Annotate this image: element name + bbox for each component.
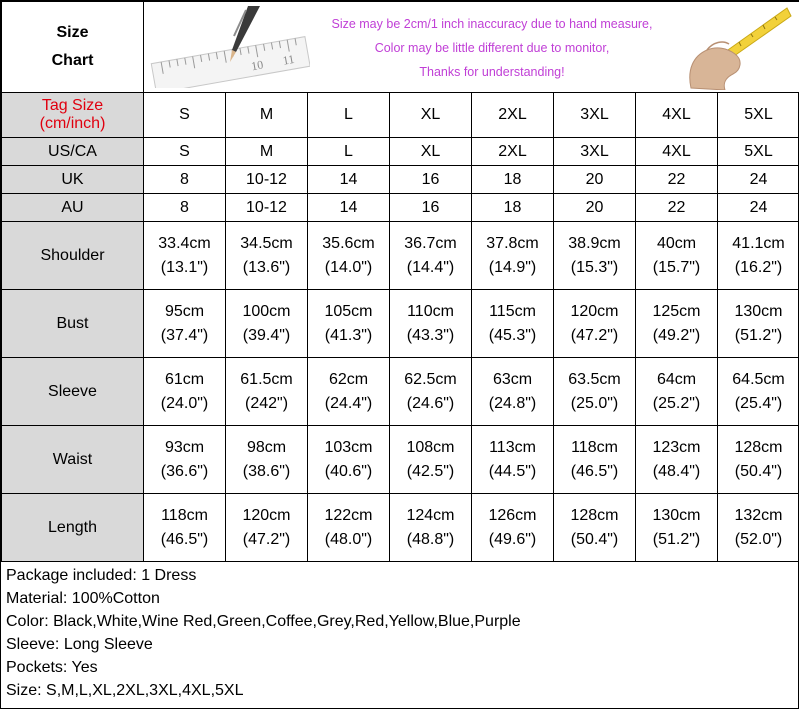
measurement-label: Shoulder bbox=[2, 222, 144, 290]
au-cell: 20 bbox=[554, 194, 636, 222]
tag-size-cell: L bbox=[308, 93, 390, 138]
measurement-cm: 63.5cm bbox=[568, 370, 621, 388]
measurement-inch: (36.6") bbox=[160, 462, 209, 480]
measurement-inch: (15.3") bbox=[570, 258, 619, 276]
tag-size-label bbox=[2, 93, 144, 138]
uk-cell: 16 bbox=[390, 166, 472, 194]
measurement-inch: (38.6") bbox=[242, 462, 291, 480]
measurement-cm: 36.7cm bbox=[404, 234, 457, 252]
us-ca-cell: 4XL bbox=[636, 138, 718, 166]
measurement-inch: (46.5") bbox=[160, 530, 209, 548]
measurement-row-sleeve bbox=[2, 358, 799, 426]
measurement-inch: (44.5") bbox=[488, 462, 537, 480]
chart-title bbox=[2, 2, 144, 93]
measurement-cm: 95cm bbox=[164, 302, 205, 320]
us-ca-cell: 5XL bbox=[718, 138, 799, 166]
au-row bbox=[2, 194, 799, 222]
measurement-inch: (24.4") bbox=[324, 394, 373, 412]
measurement-inch: (50.4") bbox=[570, 530, 619, 548]
uk-cell: 20 bbox=[554, 166, 636, 194]
notice-text bbox=[312, 12, 672, 84]
uk-row bbox=[2, 166, 799, 194]
measurement-row-length bbox=[2, 494, 799, 562]
uk-cell: 10-12 bbox=[226, 166, 308, 194]
tag-size-label-line-1: Tag Size bbox=[41, 97, 104, 114]
uk-cell: 22 bbox=[636, 166, 718, 194]
measurement-cell bbox=[636, 290, 718, 358]
measurement-cell bbox=[390, 290, 472, 358]
measurement-cm: 118cm bbox=[161, 506, 208, 524]
measurement-cell bbox=[144, 426, 226, 494]
us-ca-cell: 2XL bbox=[472, 138, 554, 166]
measurement-cell bbox=[390, 222, 472, 290]
uk-label: UK bbox=[2, 166, 144, 194]
measurement-cell bbox=[472, 290, 554, 358]
measurement-cell bbox=[636, 426, 718, 494]
measurement-inch: (14.0") bbox=[324, 258, 373, 276]
measurement-inch: (45.3") bbox=[488, 326, 537, 344]
measurement-cm: 93cm bbox=[164, 438, 205, 456]
measurement-cm: 124cm bbox=[406, 506, 455, 524]
measurement-cell bbox=[144, 358, 226, 426]
measurement-row-waist bbox=[2, 426, 799, 494]
au-cell: 10-12 bbox=[226, 194, 308, 222]
measurement-cell bbox=[308, 290, 390, 358]
measurement-cell bbox=[472, 358, 554, 426]
measurement-cm: 37.8cm bbox=[486, 234, 539, 252]
us-ca-cell: M bbox=[226, 138, 308, 166]
measurement-cell bbox=[636, 358, 718, 426]
info-sleeve: Sleeve: Long Sleeve bbox=[6, 636, 153, 653]
measurement-inch: (47.2") bbox=[570, 326, 619, 344]
measurement-cm: 41.1cm bbox=[732, 234, 785, 252]
measurement-inch: (47.2") bbox=[242, 530, 291, 548]
measurement-cell bbox=[390, 426, 472, 494]
info-pockets: Pockets: Yes bbox=[6, 659, 98, 676]
measurement-inch: (25.4") bbox=[734, 394, 783, 412]
measurement-cell bbox=[554, 494, 636, 562]
au-cell: 16 bbox=[390, 194, 472, 222]
measurement-inch: (37.4") bbox=[160, 326, 209, 344]
measurement-cm: 61cm bbox=[164, 370, 205, 388]
tape-measure-hand-icon bbox=[683, 4, 793, 90]
measurement-inch: (48.8") bbox=[406, 530, 455, 548]
measurement-cm: 35.6cm bbox=[322, 234, 375, 252]
measurement-inch: (50.4") bbox=[734, 462, 783, 480]
title-line-2: Chart bbox=[51, 52, 94, 69]
measurement-inch: (41.3") bbox=[324, 326, 373, 344]
measurement-cell bbox=[144, 290, 226, 358]
measurement-cell bbox=[718, 494, 799, 562]
au-cell: 22 bbox=[636, 194, 718, 222]
measurement-cm: 61.5cm bbox=[240, 370, 293, 388]
uk-cell: 24 bbox=[718, 166, 799, 194]
measurement-inch: (24.8") bbox=[488, 394, 537, 412]
au-cell: 8 bbox=[144, 194, 226, 222]
measurement-cm: 110cm bbox=[407, 302, 454, 320]
us-ca-row bbox=[2, 138, 799, 166]
measurement-cell bbox=[144, 222, 226, 290]
measurement-inch: (25.2") bbox=[652, 394, 701, 412]
measurement-inch: (14.9") bbox=[488, 258, 537, 276]
measurement-cm: 108cm bbox=[406, 438, 455, 456]
measurement-cm: 34.5cm bbox=[240, 234, 293, 252]
measurement-inch: (39.4") bbox=[242, 326, 291, 344]
measurement-cm: 33.4cm bbox=[158, 234, 211, 252]
measurement-inch: (46.5") bbox=[570, 462, 619, 480]
measurement-cm: 128cm bbox=[570, 506, 619, 524]
measurement-cell bbox=[390, 358, 472, 426]
notice-banner bbox=[144, 2, 799, 93]
note-thanks: Thanks for understanding! bbox=[419, 65, 565, 79]
measurement-inch: (48.0") bbox=[324, 530, 373, 548]
au-cell: 24 bbox=[718, 194, 799, 222]
measurement-inch: (48.4") bbox=[652, 462, 701, 480]
measurement-cell bbox=[144, 494, 226, 562]
measurement-cell bbox=[718, 290, 799, 358]
measurement-label: Waist bbox=[2, 426, 144, 494]
measurement-inch: (49.2") bbox=[652, 326, 701, 344]
uk-cell: 18 bbox=[472, 166, 554, 194]
measurement-inch: (24.6") bbox=[406, 394, 455, 412]
tag-size-row bbox=[2, 93, 799, 138]
note-measure-accuracy: Size may be 2cm/1 inch inaccuracy due to hand measure, bbox=[331, 17, 653, 31]
measurement-inch: (42.5") bbox=[406, 462, 455, 480]
tag-size-cell: XL bbox=[390, 93, 472, 138]
measurement-cell bbox=[472, 222, 554, 290]
au-cell: 18 bbox=[472, 194, 554, 222]
measurement-inch: (51.2") bbox=[734, 326, 783, 344]
info-sizes: Size: S,M,L,XL,2XL,3XL,4XL,5XL bbox=[6, 682, 244, 699]
measurement-cm: 132cm bbox=[734, 506, 783, 524]
us-ca-label: US/CA bbox=[2, 138, 144, 166]
measurement-cell bbox=[226, 494, 308, 562]
measurement-cm: 64.5cm bbox=[732, 370, 785, 388]
measurement-inch: (15.7") bbox=[652, 258, 701, 276]
measurement-cell bbox=[308, 426, 390, 494]
header-row bbox=[2, 2, 799, 93]
measurement-cm: 126cm bbox=[488, 506, 537, 524]
measurement-cell bbox=[636, 494, 718, 562]
size-chart-table bbox=[1, 1, 799, 562]
measurement-inch: (14.4") bbox=[406, 258, 455, 276]
measurement-inch: (25.0") bbox=[570, 394, 619, 412]
measurement-cm: 125cm bbox=[652, 302, 701, 320]
measurement-cm: 118cm bbox=[571, 438, 618, 456]
us-ca-cell: S bbox=[144, 138, 226, 166]
measurement-cm: 120cm bbox=[242, 506, 291, 524]
tag-size-cell: M bbox=[226, 93, 308, 138]
measurement-label: Length bbox=[2, 494, 144, 562]
measurement-inch: (16.2") bbox=[734, 258, 783, 276]
measurement-inch: (52.0") bbox=[734, 530, 783, 548]
measurement-cell bbox=[554, 358, 636, 426]
measurement-cm: 100cm bbox=[242, 302, 291, 320]
measurement-cm: 105cm bbox=[324, 302, 373, 320]
uk-cell: 8 bbox=[144, 166, 226, 194]
measurement-inch: (49.6") bbox=[488, 530, 537, 548]
tag-size-cell: 3XL bbox=[554, 93, 636, 138]
tag-size-cell: 2XL bbox=[472, 93, 554, 138]
tag-size-cell: S bbox=[144, 93, 226, 138]
title-line-1: Size bbox=[56, 24, 89, 41]
measurement-cm: 120cm bbox=[570, 302, 619, 320]
measurement-cell bbox=[472, 426, 554, 494]
measurement-cell bbox=[390, 494, 472, 562]
info-package: Package included: 1 Dress bbox=[6, 567, 197, 584]
measurement-cm: 130cm bbox=[734, 302, 783, 320]
measurement-cm: 115cm bbox=[489, 302, 536, 320]
measurement-cell bbox=[472, 494, 554, 562]
measurement-label: Bust bbox=[2, 290, 144, 358]
measurement-cm: 113cm bbox=[489, 438, 536, 456]
measurement-cell bbox=[718, 426, 799, 494]
measurement-row-shoulder bbox=[2, 222, 799, 290]
measurement-cell bbox=[718, 222, 799, 290]
measurement-inch: (51.2") bbox=[652, 530, 701, 548]
au-cell: 14 bbox=[308, 194, 390, 222]
us-ca-cell: L bbox=[308, 138, 390, 166]
measurement-cell bbox=[226, 358, 308, 426]
tag-size-cell: 4XL bbox=[636, 93, 718, 138]
measurement-cell bbox=[308, 358, 390, 426]
tag-size-label-line-2: (cm/inch) bbox=[39, 115, 106, 132]
measurement-inch: (13.6") bbox=[242, 258, 291, 276]
tag-size-cell: 5XL bbox=[718, 93, 799, 138]
measurement-cell bbox=[308, 494, 390, 562]
measurement-cm: 123cm bbox=[652, 438, 701, 456]
measurement-cell bbox=[718, 358, 799, 426]
note-color-difference: Color may be little different due to monitor, bbox=[374, 41, 610, 55]
measurement-cell bbox=[308, 222, 390, 290]
measurement-cell bbox=[226, 426, 308, 494]
measurement-cm: 64cm bbox=[656, 370, 697, 388]
measurement-cell bbox=[554, 222, 636, 290]
measurement-cm: 40cm bbox=[656, 234, 697, 252]
measurement-inch: (242") bbox=[244, 394, 289, 412]
measurement-cm: 62cm bbox=[328, 370, 369, 388]
measurement-cell bbox=[554, 426, 636, 494]
measurement-cm: 122cm bbox=[324, 506, 373, 524]
measurement-cell bbox=[226, 290, 308, 358]
us-ca-cell: XL bbox=[390, 138, 472, 166]
measurement-cm: 103cm bbox=[324, 438, 373, 456]
product-info bbox=[1, 562, 798, 702]
measurement-inch: (13.1") bbox=[160, 258, 209, 276]
au-label: AU bbox=[2, 194, 144, 222]
measurement-cm: 63cm bbox=[492, 370, 533, 388]
measurement-label: Sleeve bbox=[2, 358, 144, 426]
measurement-row-bust bbox=[2, 290, 799, 358]
measurement-cm: 130cm bbox=[652, 506, 701, 524]
us-ca-cell: 3XL bbox=[554, 138, 636, 166]
measurement-cell bbox=[636, 222, 718, 290]
measurement-cm: 38.9cm bbox=[568, 234, 621, 252]
measurement-cm: 62.5cm bbox=[404, 370, 457, 388]
ruler-number-11: 11 bbox=[281, 51, 296, 68]
measurement-cm: 128cm bbox=[734, 438, 783, 456]
measurement-cell bbox=[226, 222, 308, 290]
info-material: Material: 100%Cotton bbox=[6, 590, 160, 607]
measurement-cm: 98cm bbox=[246, 438, 287, 456]
measurement-inch: (40.6") bbox=[324, 462, 373, 480]
measurement-cell bbox=[554, 290, 636, 358]
measurement-inch: (43.3") bbox=[406, 326, 455, 344]
ruler-number-10: 10 bbox=[250, 57, 265, 74]
uk-cell: 14 bbox=[308, 166, 390, 194]
measurement-inch: (24.0") bbox=[160, 394, 209, 412]
info-color: Color: Black,White,Wine Red,Green,Coffee,Grey,Red,Yellow,Blue,Purple bbox=[6, 613, 521, 630]
ruler-pencil-icon bbox=[150, 6, 310, 88]
